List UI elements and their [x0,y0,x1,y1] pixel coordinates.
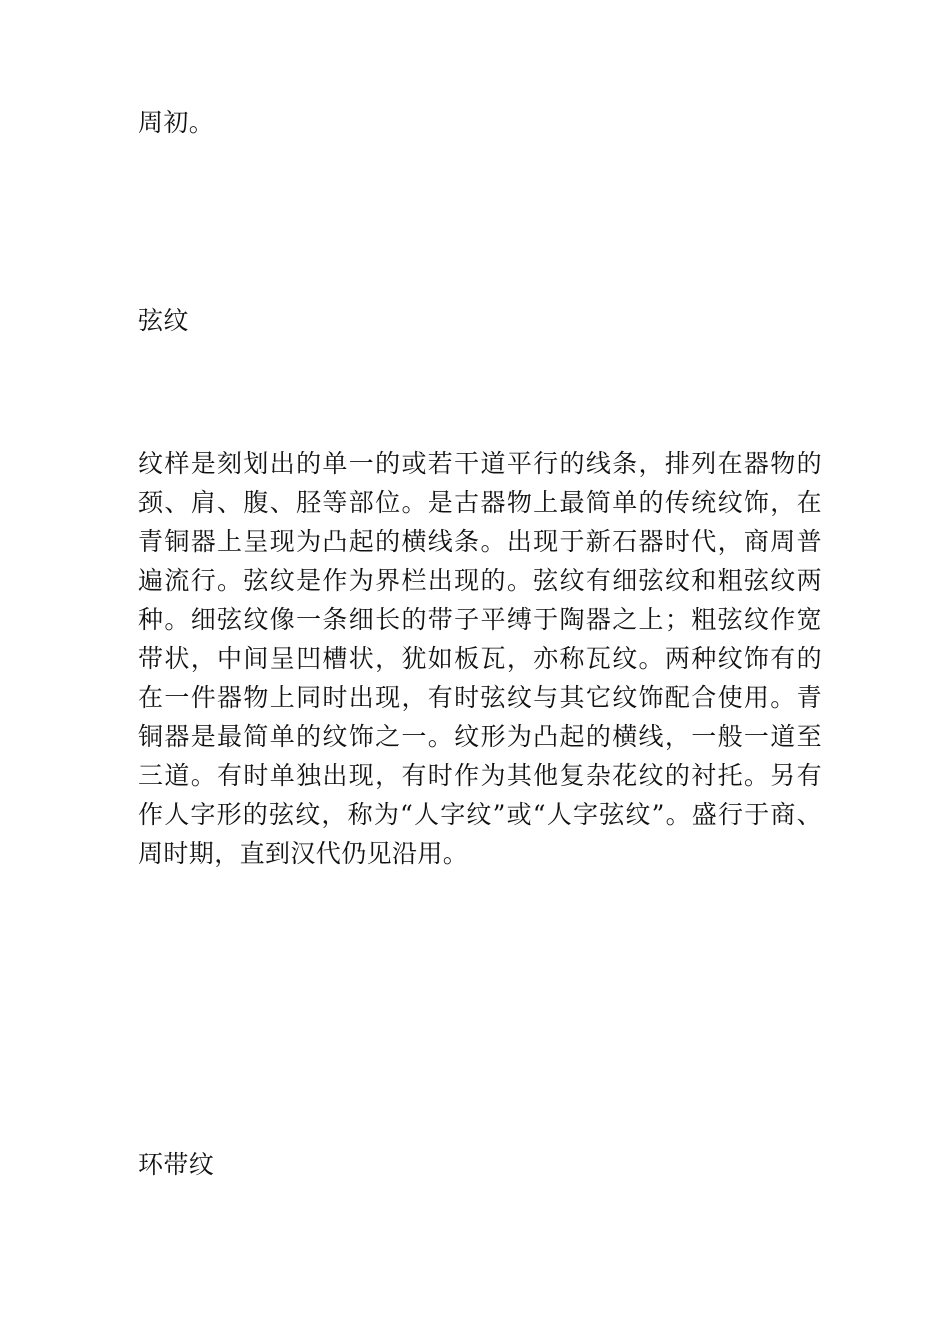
continuation-text: 周初。 [138,108,215,137]
section-body-xianwen: 纹样是刻划出的单一的或若干道平行的线条，排列在器物的颈、肩、腹、胫等部位。是古器物上最简单的传统纹饰，在青铜器上呈现为凸起的横线条。出现于新石器时代，商周普遍流行。弦纹是作为界栏出现的。弦纹有细弦纹和粗弦纹两种。细弦纹像一条细长的带子平缚于陶器之上；粗弦纹作宽带状，中间呈凹槽状，犹如板瓦，亦称瓦纹。两种纹饰有的在一件器物上同时出现，有时弦纹与其它纹饰配合使用。青铜器是最简单的纹饰之一。纹形为凸起的横线，一般一道至三道。有时单独出现，有时作为其他复杂花纹的衬托。另有作人字形的弦纹，称为“人字纹”或“人字弦纹”。盛行于商、周时期，直到汉代仍见沿用。 [138,449,822,868]
section-heading-xianwen: 弦纹 [138,306,189,335]
section-heading-huandaiwen: 环带纹 [138,1150,215,1179]
